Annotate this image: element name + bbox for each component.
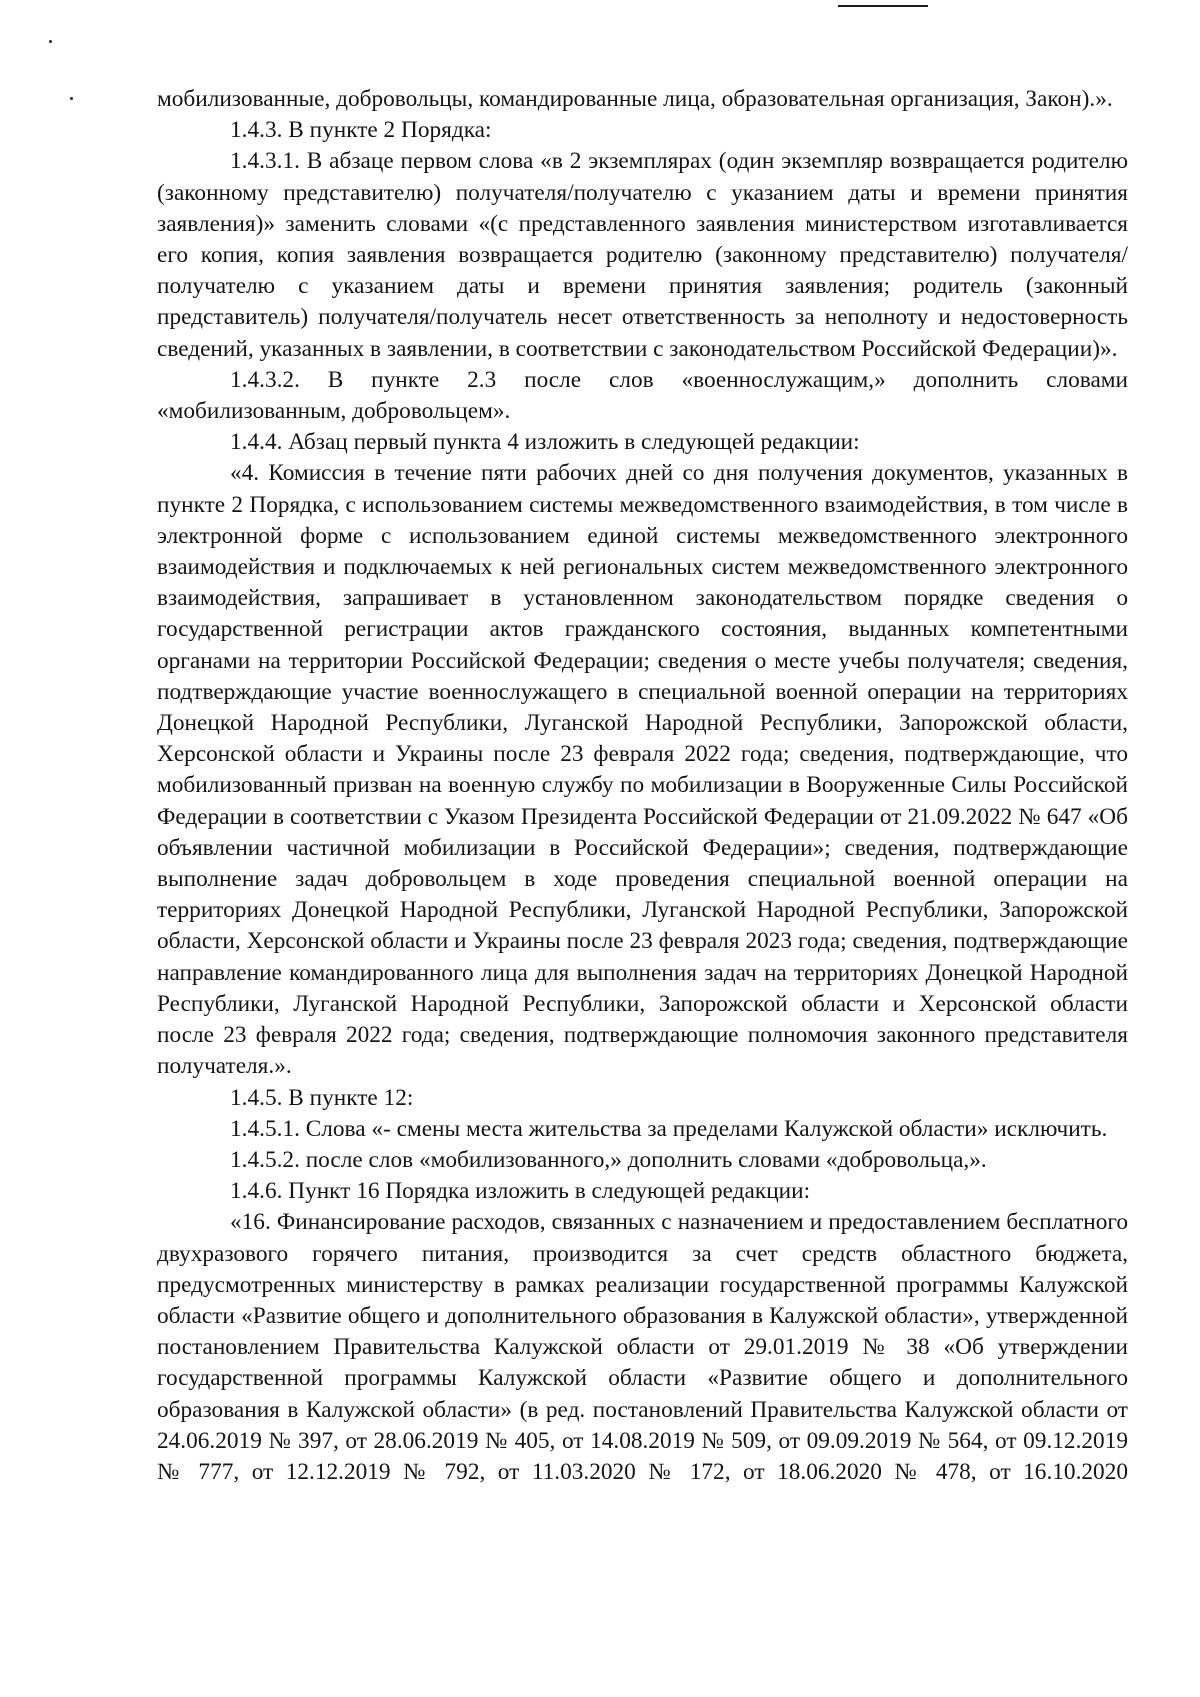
paragraph-1-4-5: 1.4.5. В пункте 12: — [230, 1084, 414, 1111]
paragraph-1-4-5-2: 1.4.5.2. после слов «мобилизованного,» дополнить словами «добровольца,». — [230, 1146, 987, 1173]
paragraph-1-4-3-1: 1.4.3.1. В абзаце первом слова «в 2 экземплярах (один экземпляр возвращается родителю (законному представителю) получателя/получателю с указанием даты и времени принятия заявления)» заменить словами «(с представленного заявления министерством изготавливается его копия, копия заявления возвращается родителю (законному представителю) получателя/получателю с указанием даты и времени принятия заявления; родитель (законный представитель) получателя/получатель несет ответственность за неполноту и недостоверность сведений, указанных в заявлении, в соответствии с законодательством Российской Федерации)». — [157, 148, 1128, 362]
document-page — [157, 84, 1128, 1488]
paragraph-continuation: мобилизованные, добровольцы, командированные лица, образовательная организация, Закон).». — [157, 86, 1113, 112]
paragraph-clause-4: «4. Комиссия в течение пяти рабочих дней со дня получения документов, указанных в пункте 2 Порядка, с использованием системы межведомственного взаимодействия, в том числе в электронной форме с использованием единой системы межведомственного электронного взаимодействия и подключаемых к ней региональных систем межведомственного электронного взаимодействия, запрашивает в установленном законодательством порядке сведения о государственной регистрации актов гражданского состояния, выданных компетентными органами на территории Российской Федерации; сведения о месте учебы получателя; сведения, подтверждающие участие военнослужащего в специальной военной операции на территориях Донецкой Народной Республики, Луганской Народной Республики, Запорожской области, Херсонской области и Украины после 23 февраля 2022 года; сведения, подтверждающие, что мобилизованный призван на военную службу по мобилизации в Вооруженные Силы Российской Федерации в соответствии с Указом Президента Российской Федерации от 21.09.2022 № 647 «Об объявлении частичной мобилизации в Российской Федерации»; сведения, подтверждающие выполнение задач добровольцем в ходе проведения специальной военной операции на территориях Донецкой Народной Республики, Луганской Народной Республики, Запорожской области, Херсонской области и Украины после 23 февраля 2023 года; сведения, подтверждающие направление командированного лица для выполнения задач на территориях Донецкой Народной Республики, Луганской Народной Республики, Запорожской области и Херсонской области после 23 февраля 2022 года; сведения, подтверждающие полномочия законного представителя получателя.». — [157, 460, 1128, 1080]
paragraph-1-4-5-1: 1.4.5.1. Слова «- смены места жительства за пределами Калужской области» исключить. — [230, 1115, 1108, 1142]
scan-speck — [49, 40, 52, 43]
paragraph-1-4-6: 1.4.6. Пункт 16 Порядка изложить в следующей редакции: — [230, 1178, 811, 1205]
paragraph-1-4-4: 1.4.4. Абзац первый пункта 4 изложить в следующей редакции: — [230, 429, 860, 456]
paragraph-clause-16: «16. Финансирование расходов, связанных с назначением и предоставлением бесплатного двухразового горячего питания, производится за счет средств областного бюджета, предусмотренных министерству в рамках реализации государственной программы Калужской области «Развитие общего и дополнительного образования в Калужской области», утвержденной постановлением Правительства Калужской области от 29.01.2019 № 38 «Об утверждении государственной программы Калужской области «Развитие общего и дополнительного образования в Калужской области» (в ред. постановлений Правительства Калужской области от 24.06.2019 № 397, от 28.06.2019 № 405, от 14.08.2019 № 509, от 09.09.2019 № 564, от 09.12.2019 № 777, от 12.12.2019 № 792, от 11.03.2020 № 172, от 18.06.2020 № 478, от 16.10.2020 — [157, 1209, 1128, 1485]
scan-speck — [70, 97, 73, 100]
top-rule — [838, 5, 928, 7]
paragraph-1-4-3: 1.4.3. В пункте 2 Порядка: — [230, 117, 492, 144]
paragraph-1-4-3-2: 1.4.3.2. В пункте 2.3 после слов «военнослужащим,» дополнить словами «мобилизованным, добровольцем». — [157, 366, 1128, 425]
